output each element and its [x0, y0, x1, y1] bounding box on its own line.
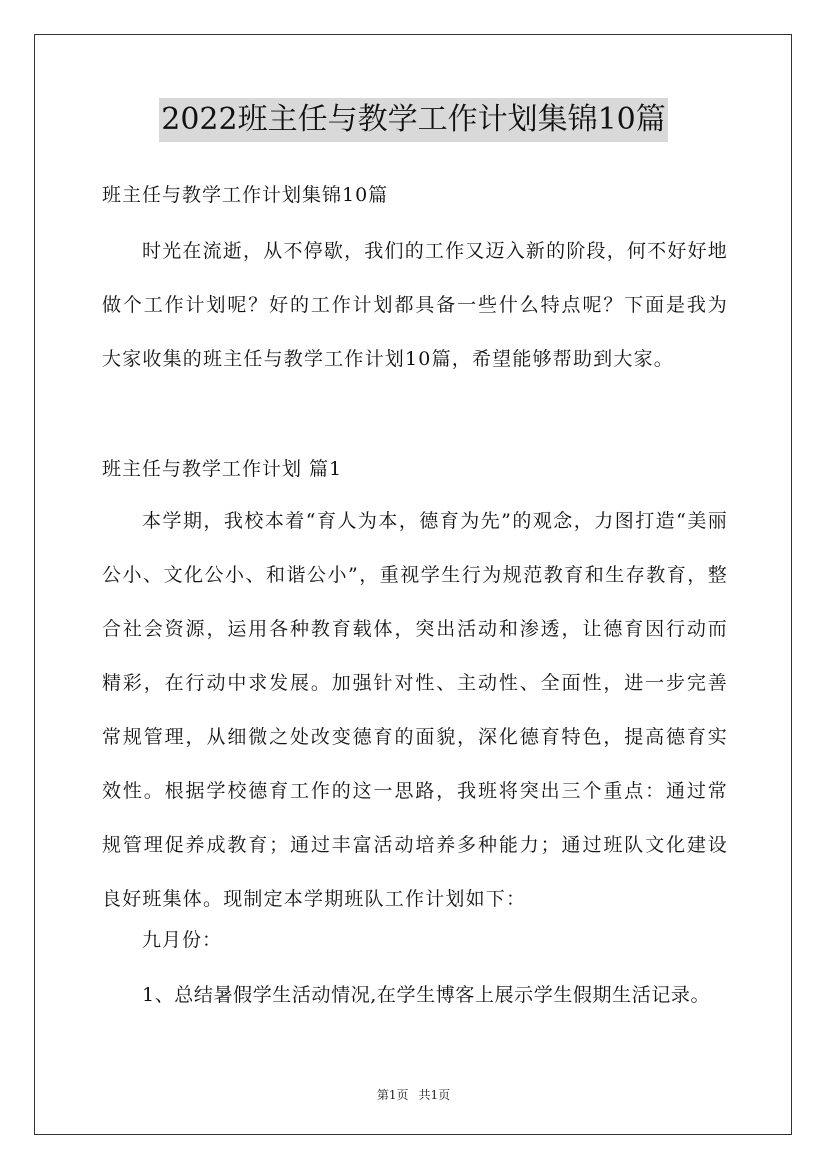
page-number: 第1页 [376, 1088, 409, 1102]
section-paragraph: 本学期，我校本着“育人为本，德育为先”的观念，力图打造“美丽公小、文化公小、和谐公小”，重视学生行为规范教育和生存教育，整合社会资源，运用各种教育载体，突出活动和渗透，让德育因行动而精彩，在行动中求发展。加强针对性、主动性、全面性，进一步完善常规管理，从细微之处改变德育的面貌，深化德育特色，提高德育实效性。根据学校德育工作的这一思路，我班将突出三个重点：通过常规管理促养成教育；通过丰富活动培养多种能力；通过班队文化建设良好班集体。现制定本学期班队工作计划如下： [102, 510, 728, 910]
page-footer [0, 1086, 827, 1103]
section-heading: 班主任与教学工作计划 篇1 [102, 458, 343, 480]
month-label: 九月份： [142, 929, 223, 951]
document-subtitle: 班主任与教学工作计划集锦10篇 [102, 184, 389, 206]
list-item: 1、总结暑假学生活动情况,在学生博客上展示学生假期生活记录。 [142, 984, 711, 1006]
page-total: 共1页 [418, 1088, 451, 1102]
document-title: 2022班主任与教学工作计划集锦10篇 [159, 98, 668, 142]
intro-paragraph: 时光在流逝，从不停歇，我们的工作又迈入新的阶段，何不好好地做个工作计划呢？好的工作计划都具备一些什么特点呢？下面是我为大家收集的班主任与教学工作计划10篇，希望能够帮助到大家。 [102, 240, 728, 370]
title-container [0, 98, 827, 142]
